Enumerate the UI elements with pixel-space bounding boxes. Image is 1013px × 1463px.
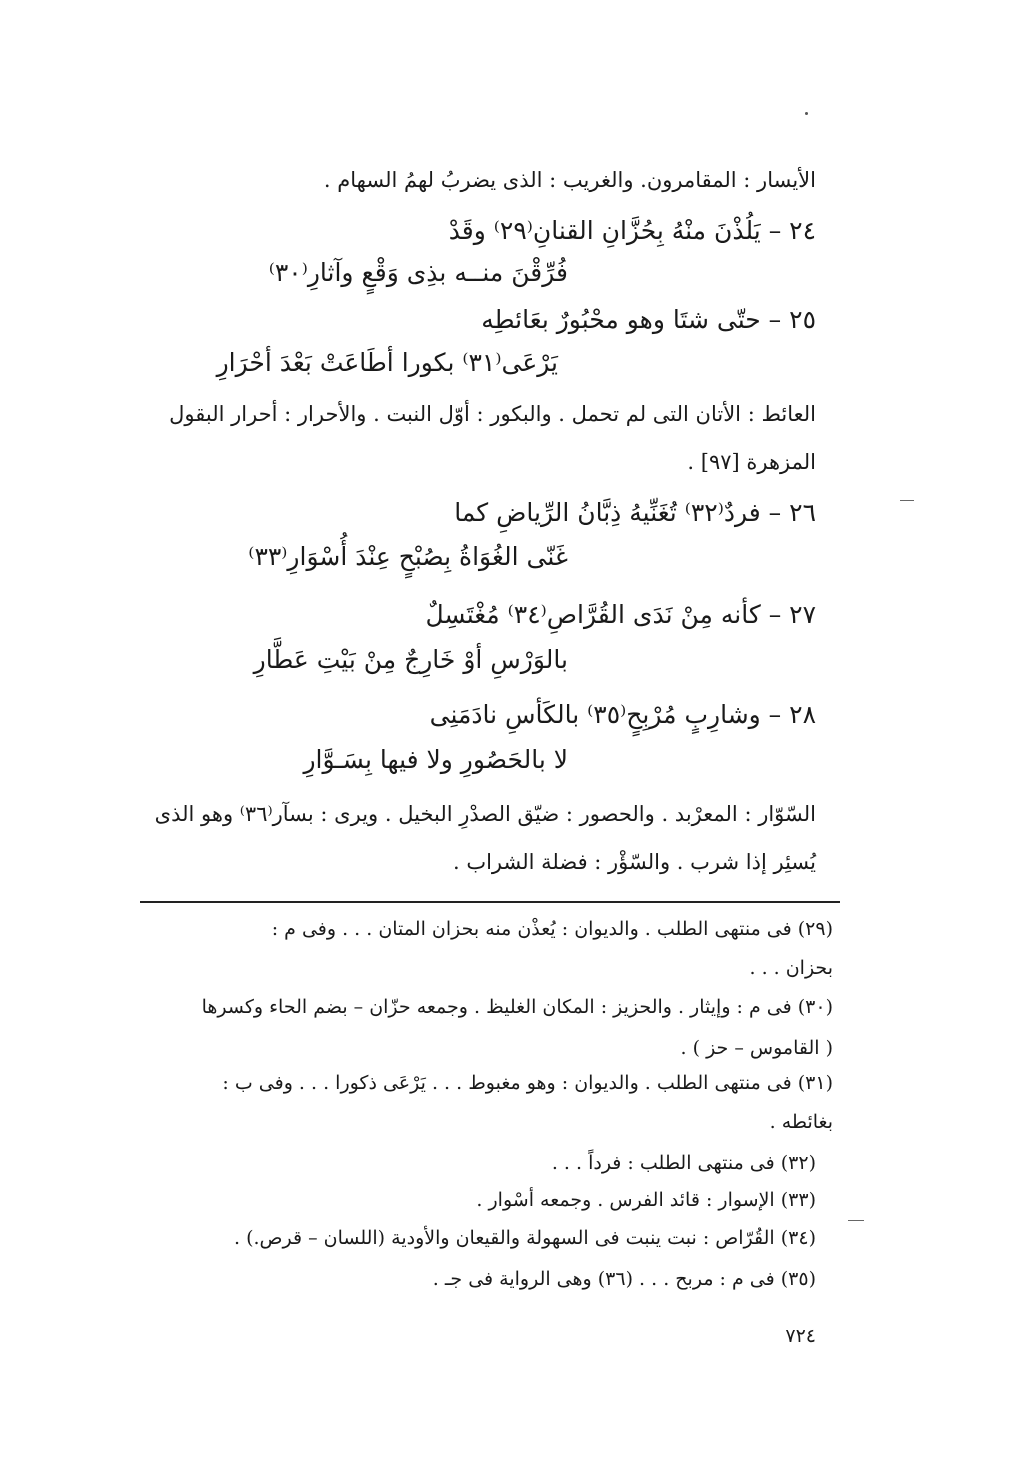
verse-24-first-hemistich: ٢٤ – يَلُذْنَ منْهُ بِحُزَّانِ القنانِ⁽٢٩⁾ وقَدْ bbox=[448, 216, 816, 245]
verse-24-second-hemistich: فُرِّقْنَ منــه بذِى وَقْعٍ وآثارِ⁽٣٠⁾ bbox=[268, 258, 568, 287]
gloss-line: الأيسار : المقامرون. والغريب : الذى يضربُ لهمُ السهام . bbox=[323, 168, 816, 192]
footnote-31-continuation: بغائطه . bbox=[769, 1111, 833, 1133]
verse-25-first-hemistich: ٢٥ – حتّى شتَا وهو محْبُورٌ بعَائطِه bbox=[481, 305, 816, 334]
gloss-line: السّوّار : المعرْبد . والحصور : ضيّق الصدْرِ البخيل . ويرى : بسآر⁽٣٦⁾ وهو الذى bbox=[154, 802, 816, 826]
verse-26-second-hemistich: غَنّى الغُوَاةُ بِصُبْحٍ عِنْدَ أُسْوَارِ⁽٣٣⁾ bbox=[248, 542, 568, 571]
verse-28-second-hemistich: لا بالحَصُورِ ولا فيها بِسَـوَّارِ bbox=[303, 745, 568, 774]
speck bbox=[805, 112, 808, 115]
footnote-30: (٣٠) فى م : وإيثار . والحزيز : المكان الغليظ . وجمعه حزّان – بضم الحاء وكسرها bbox=[201, 996, 833, 1018]
verse-28-first-hemistich: ٢٨ – وشارِبٍ مُرْبِحٍ⁽٣٥⁾ بالكَأسِ نادَمَنِى bbox=[429, 700, 816, 729]
footnote-35-36: (٣٥) فى م : مربح . . . (٣٦) وهى الرواية فى جـ . bbox=[432, 1268, 816, 1290]
footnote-31: (٣١) فى منتهى الطلب . والديوان : وهو مغبوط . . . يَرْعَى ذكورا . . . وفى ب : bbox=[222, 1072, 833, 1094]
verse-26-first-hemistich: ٢٦ – فردٌ⁽٣٢⁾ تُغَنِّيهُ ذِبَّانُ الرِّياضِ كما bbox=[454, 498, 816, 527]
gloss-line: يُسئِر إذا شرب . والسّؤْر : فضلة الشراب . bbox=[452, 850, 816, 874]
verse-27-second-hemistich: بالوَرْسِ أوْ خَارِجٌ مِنْ بَيْتِ عَطَّارِ bbox=[253, 645, 568, 674]
footnote-34: (٣٤) القُرّاص : نبت ينبت فى السهولة والقيعان والأودية (اللسان – قرص.) . bbox=[233, 1227, 816, 1249]
footnote-30-continuation: ( القاموس – حز ) . bbox=[680, 1037, 833, 1059]
page-number: ٧٢٤ bbox=[785, 1325, 816, 1347]
footnote-33: (٣٣) الإسوار : قائد الفرس . وجمعه أسْوار . bbox=[476, 1189, 816, 1211]
verse-27-first-hemistich: ٢٧ – كأنه مِنْ نَدَى القُرَّاصِ⁽٣٤⁾ مُغْتَسِلٌ bbox=[425, 600, 816, 629]
margin-mark bbox=[848, 1220, 864, 1221]
footnote-separator bbox=[140, 901, 840, 903]
footnote-32: (٣٢) فى منتهى الطلب : فرداً . . . bbox=[551, 1152, 816, 1174]
margin-mark bbox=[900, 500, 914, 501]
gloss-line: العائط : الأتان التى لم تحمل . والبكور : أوّل النبت . والأحرار : أحرار البقول bbox=[169, 402, 816, 426]
gloss-line: المزهرة [٩٧] . bbox=[687, 450, 816, 474]
verse-25-second-hemistich: يَرْعَى⁽٣١⁾ بكورا أطَاعَتْ بَعْدَ أحْرَارِ bbox=[216, 348, 558, 377]
footnote-29-continuation: بحزان . . . bbox=[749, 957, 833, 979]
footnote-29: (٢٩) فى منتهى الطلب . والديوان : يُعذْن منه بحزان المتان . . . وفى م : bbox=[271, 918, 833, 940]
